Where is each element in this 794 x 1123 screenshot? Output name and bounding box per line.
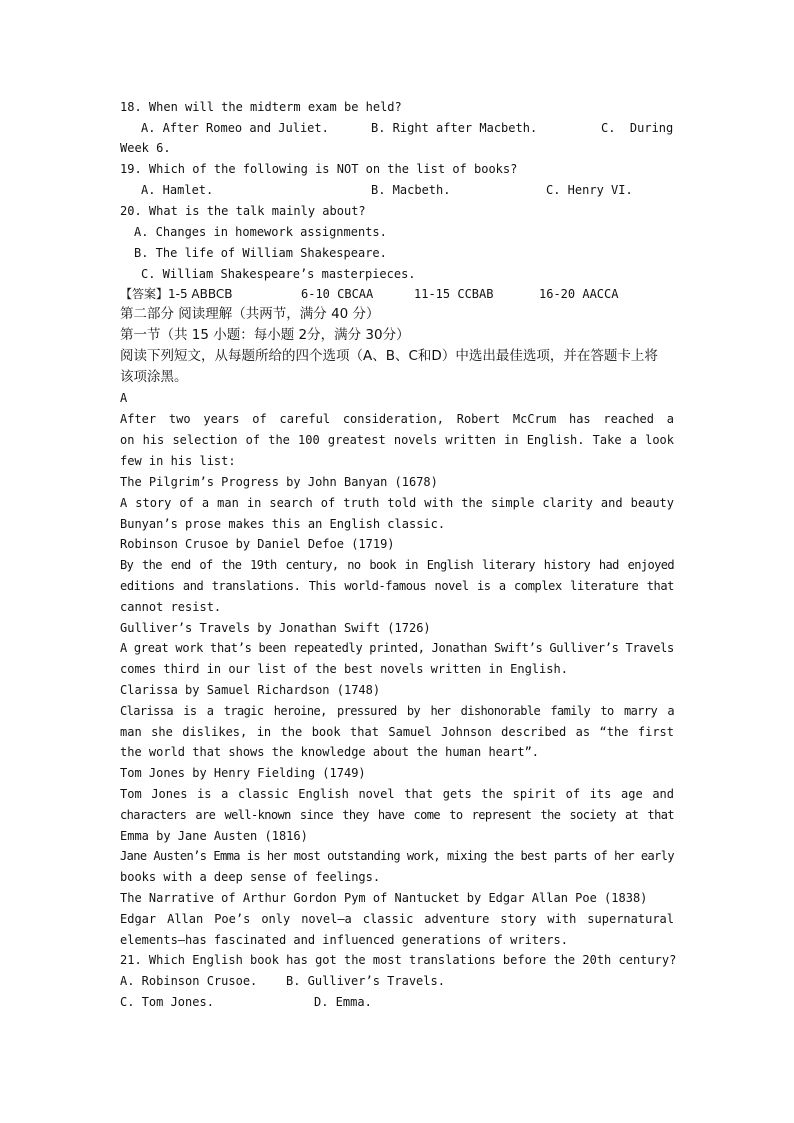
book-7-desc-line-2: elements—has fascinated and influenced generations of writers. [120,933,568,947]
q19-option-a: A. Hamlet. [141,183,214,197]
book-4-desc-line-2: man she dislikes, in the book that Samuel Johnson described as “the first [120,725,674,739]
section-1-heading: 第一节（共 15 小题：每小题 2分，满分 30分） [120,327,410,343]
book-7-desc-line-1: Edgar Allan Poe’s only novel—a classic adventure story with supernatural [120,912,674,926]
answer-key-group-2: 6-10 CBCAA [301,287,374,301]
book-5-desc-line-1: Tom Jones is a classic English novel that gets the spirit of its age and [120,787,674,801]
question-18-options [120,118,674,138]
book-2-title: Robinson Crusoe by Daniel Defoe (1719) [120,537,395,551]
q18-option-c-continued: Week 6. [120,141,171,155]
passage-intro-line-2: on his selection of the 100 greatest novels written in English. Take a look [120,433,674,447]
question-20-stem: 20. What is the talk mainly about? [120,204,366,218]
q21-option-b: B. Gulliver’s Travels. [286,974,445,988]
question-21-options-row-2 [120,992,674,1012]
book-5-desc-line-2: characters are well-known since they have come to represent the society at that [120,808,674,822]
answer-key-group-3: 11-15 CCBAB [414,287,494,301]
question-18-stem: 18. When will the midterm exam be held? [120,100,402,114]
book-2-desc-line-2: editions and translations. This world-famous novel is a complex literature that [120,579,674,593]
book-4-desc-line-1: Clarissa is a tragic heroine, pressured by her dishonorable family to marry a [120,704,674,718]
instructions-line-1: 阅读下列短文，从每题所给的四个选项（A、B、C和D）中选出最佳选项，并在答题卡上将 [120,348,658,364]
q21-option-a: A. Robinson Crusoe. [120,974,258,988]
q20-option-b: B. The life of William Shakespeare. [134,246,387,260]
book-4-desc-line-3: the world that shows the knowledge about the human heart”. [120,745,540,759]
question-21-options-row-1 [120,971,674,991]
book-2-desc-line-1: By the end of the 19th century, no book in English literary history had enjoyed [120,558,674,572]
book-1-title: The Pilgrim’s Progress by John Banyan (1678) [120,475,438,489]
book-3-desc-line-2: comes third in our list of the best novels written in English. [120,662,568,676]
q20-option-a: A. Changes in homework assignments. [134,225,387,239]
book-3-title: Gulliver’s Travels by Jonathan Swift (1726) [120,621,431,635]
instructions-line-2: 该项涂黑。 [120,369,188,385]
answer-key-group-4: 16-20 AACCA [539,287,619,301]
answer-key [120,284,674,304]
book-5-title: Tom Jones by Henry Fielding (1749) [120,766,366,780]
q21-option-d: D. Emma. [314,995,372,1009]
question-21-stem: 21. Which English book has got the most translations before the 20th century? [120,953,677,967]
book-6-desc-line-1: Jane Austen’s Emma is her most outstanding work, mixing the best parts of her early [120,849,674,863]
q19-option-c: C. Henry VI. [546,183,633,197]
question-19-stem: 19. Which of the following is NOT on the list of books? [120,162,518,176]
passage-intro-line-1: After two years of careful consideration, Robert McCrum has reached a [120,412,674,426]
question-19-options [120,180,674,200]
answer-key-group-1: 【答案】1-5 ABBCB [120,287,233,301]
book-4-title: Clarissa by Samuel Richardson (1748) [120,683,381,697]
q18-option-c: C. During [601,121,674,135]
book-6-desc-line-2: books with a deep sense of feelings. [120,870,381,884]
book-3-desc-line-1: A great work that’s been repeatedly printed, Jonathan Swift’s Gulliver’s Travels [120,641,674,655]
book-7-title: The Narrative of Arthur Gordon Pym of Nantucket by Edgar Allan Poe (1838) [120,891,648,905]
q18-option-b: B. Right after Macbeth. [371,121,538,135]
passage-label: A [120,391,128,405]
book-2-desc-line-3: cannot resist. [120,600,222,614]
book-1-desc-line-1: A story of a man in search of truth told with the simple clarity and beauty [120,496,674,510]
book-6-title: Emma by Jane Austen (1816) [120,829,308,843]
passage-intro-line-3: few in his list: [120,454,236,468]
part-2-heading: 第二部分 阅读理解（共两节，满分 40 分） [120,306,380,322]
q20-option-c: C. William Shakespeare’s masterpieces. [141,267,416,281]
q21-option-c: C. Tom Jones. [120,995,214,1009]
q19-option-b: B. Macbeth. [371,183,451,197]
q18-option-a: A. After Romeo and Juliet. [141,121,329,135]
book-1-desc-line-2: Bunyan’s prose makes this an English classic. [120,517,446,531]
